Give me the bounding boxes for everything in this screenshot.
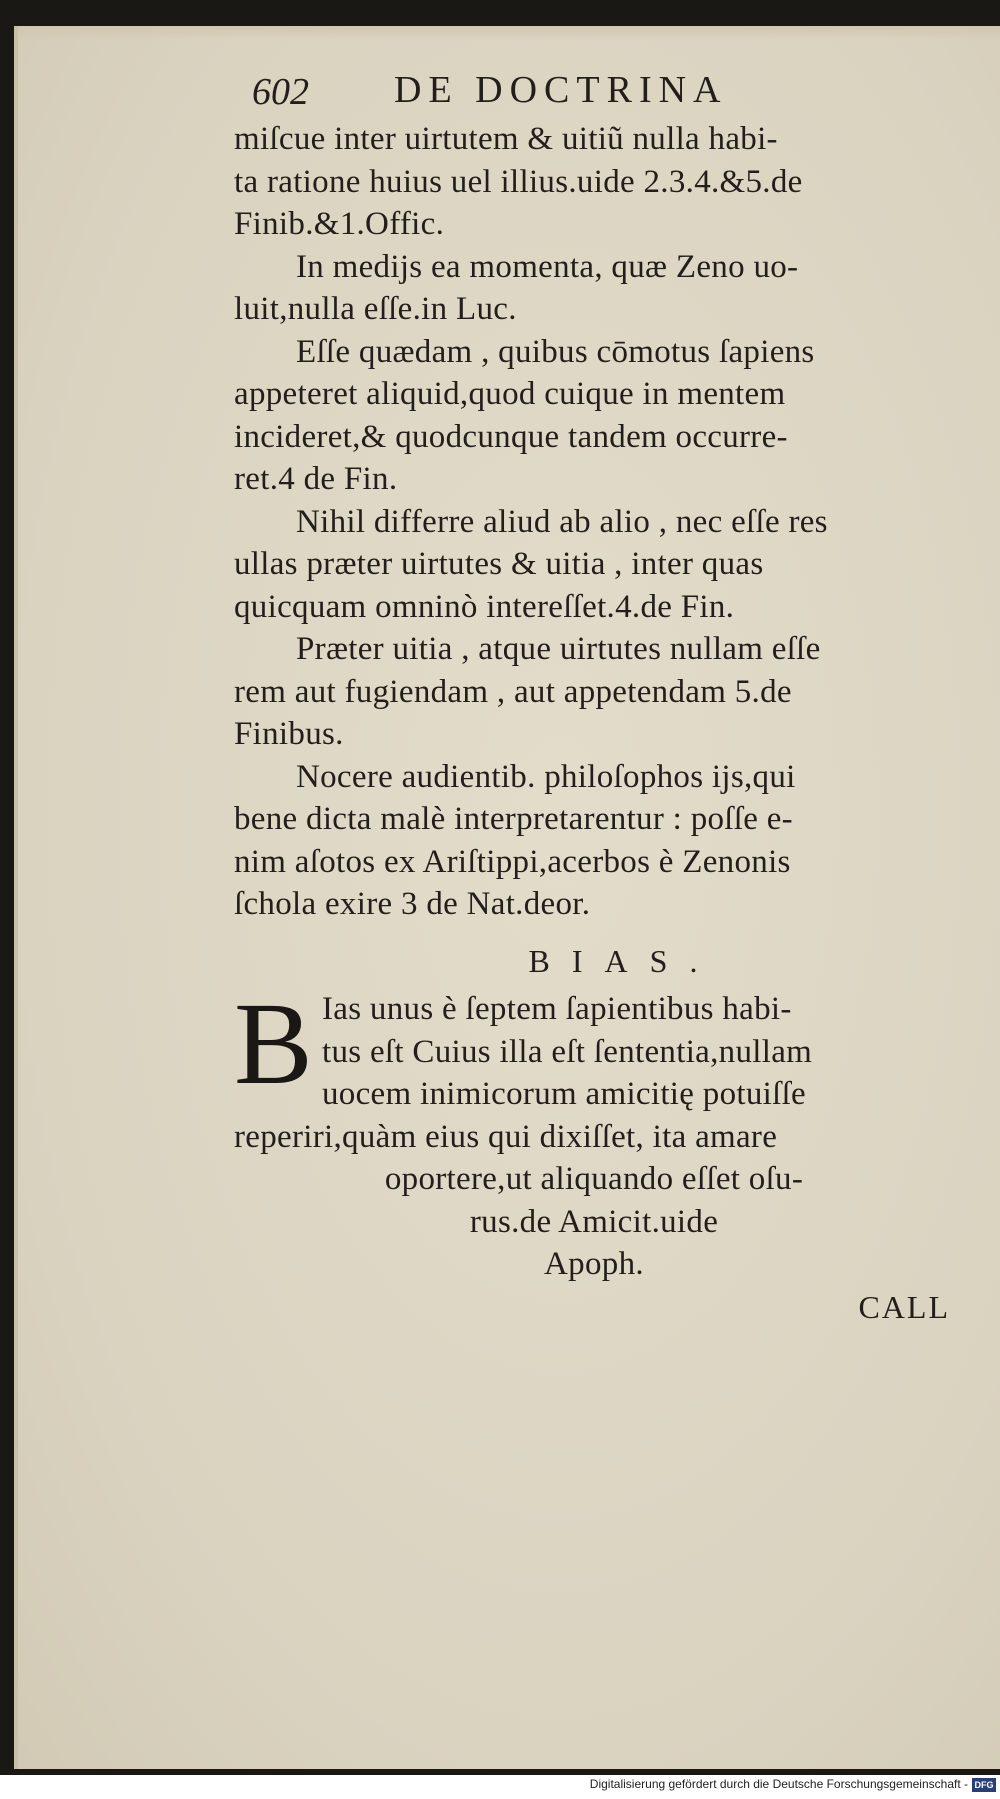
text-line-centered: rus.de Amicit.uide <box>469 1203 719 1240</box>
text-line: bene dicta malè interpretarentur : poſſe e- <box>234 801 793 837</box>
catchword: CALL <box>858 1288 950 1325</box>
section-heading: BIAS. <box>528 942 720 979</box>
bias-paragraph <box>234 978 954 1286</box>
text-line: incideret,& quodcunque tandem occurre- <box>234 418 788 455</box>
text-line-centered: Apoph. <box>544 1246 644 1282</box>
text-line: Eſſe quædam , quibus cōmotus ſapiens <box>296 333 815 370</box>
digitization-credit: Digitalisierung gefördert durch die Deutsche Forschungsgemeinschaft - <box>589 1777 968 1791</box>
footer-bar <box>0 1775 1000 1799</box>
text-line: miſcue inter uirtutem & uitiũ nulla habi- <box>234 121 778 157</box>
text-line: reperiri,quàm eius qui dixiſſet, ita amare <box>234 1118 778 1155</box>
page-header <box>234 68 774 118</box>
running-head: DE DOCTRINA <box>394 69 728 111</box>
text-line: Nihil differre aliud ab alio , nec eſſe res <box>296 503 828 540</box>
text-line-centered: oportere,ut aliquando eſſet oſu- <box>384 1161 804 1197</box>
text-line: ſchola exire 3 de Nat.deor. <box>234 886 591 922</box>
text-line: Ias unus è ſeptem ſapientibus habi- <box>322 991 792 1027</box>
book-page <box>14 26 1000 1769</box>
text-line: uocem inimicorum amicitię potuiſſe <box>322 1076 806 1112</box>
text-line: luit,nulla eſſe.in Luc. <box>234 291 517 327</box>
text-line: ret.4 de Fin. <box>234 461 398 497</box>
text-line: ta ratione huius uel illius.uide 2.3.4.&5.de <box>234 163 803 200</box>
page-top-edge <box>18 26 1000 40</box>
text-line: quicquam omninò intereſſet.4.de Fin. <box>234 588 735 625</box>
text-line: Finib.&1.Offic. <box>234 206 445 242</box>
page-number: 602 <box>252 71 309 113</box>
text-line: In medijs ea momenta, quæ Zeno uo- <box>296 248 799 285</box>
page-body <box>234 118 954 1328</box>
dfg-logo: DFG <box>972 1778 996 1792</box>
text-line: Nocere audientib. philoſophos ijs,qui <box>296 758 796 795</box>
text-line: tus eſt Cuius illa eſt ſententia,nullam <box>322 1033 813 1070</box>
drop-cap: B <box>234 978 313 1109</box>
text-line: Finibus. <box>234 716 344 752</box>
text-line: Præter uitia , atque uirtutes nullam eſſe <box>296 631 821 667</box>
text-line: nim aſotos ex Ariſtippi,acerbos è Zenonis <box>234 843 791 880</box>
text-line: ullas præter uirtutes & uitia , inter quas <box>234 546 764 582</box>
text-line: appeteret aliquid,quod cuique in mentem <box>234 376 786 412</box>
text-line: rem aut fugiendam , aut appetendam 5.de <box>234 673 792 710</box>
